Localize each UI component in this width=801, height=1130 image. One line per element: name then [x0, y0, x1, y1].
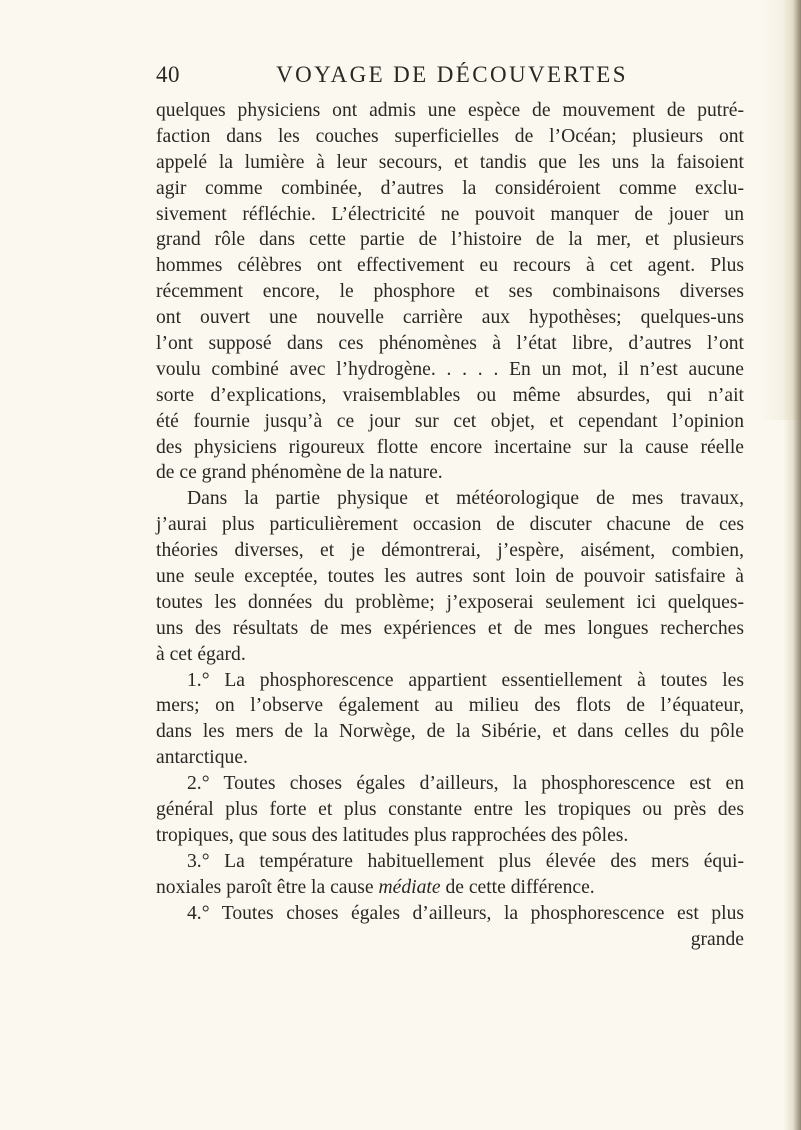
catchword: grande	[690, 928, 744, 950]
text-line: des physiciens rigoureux flotte encore incertaine sur la cause réelle	[156, 436, 744, 458]
page-number: 40	[156, 62, 180, 87]
text-line: hommes célèbres ont effectivement eu recours à cet agent. Plus	[156, 255, 744, 277]
text-line: sorte d’explications, vraisemblables ou même absurdes, qui n’ait	[156, 384, 744, 406]
text-line: toutes les données du problème; j’exposerai seulement ici quelques-	[156, 591, 744, 613]
page-edge-shadow	[783, 0, 801, 1130]
text-line: 3.° La température habituellement plus élevée des mers équi-	[187, 850, 744, 872]
text-line: l’ont supposé dans ces phénomènes à l’état libre, d’autres l’ont	[156, 333, 744, 355]
text-line: théories diverses, et je démontrerai, j’espère, aisément, combien,	[156, 540, 744, 562]
text-line: tropiques, que sous des latitudes plus rapprochées des pôles.	[156, 824, 629, 846]
italic-term: médiate	[378, 876, 441, 898]
text-line: dans les mers de la Norwège, de la Sibérie, et dans celles du pôle	[156, 721, 744, 743]
text-line: uns des résultats de mes expériences et de mes longues recherches	[156, 617, 744, 639]
text-line: j’aurai plus particulièrement occasion de discuter chacune de ces	[156, 514, 744, 536]
text-line-mixed	[156, 875, 744, 901]
text-line: récemment encore, le phosphore et ses combinaisons diverses	[156, 281, 744, 303]
text-line: été fournie jusqu’à ce jour sur cet objet, et cependant l’opinion	[156, 410, 744, 432]
text-line: de ce grand phénomène de la nature.	[156, 462, 443, 484]
running-title: VOYAGE DE DÉCOUVERTES	[276, 62, 628, 87]
text-line: voulu combiné avec l’hydrogène. . . . . En un mot, il n’est aucune	[156, 358, 744, 380]
text-line: 4.° Toutes choses égales d’ailleurs, la phosphorescence est plus	[187, 902, 744, 924]
text-line: quelques physiciens ont admis une espèce de mouvement de putré-	[156, 100, 744, 121]
text-line: agir comme combinée, d’autres la considéroient comme exclu-	[156, 177, 744, 199]
text-line: sivement réfléchie. L’électricité ne pouvoit manquer de jouer un	[156, 203, 744, 225]
body-text	[156, 98, 744, 952]
text-line: 2.° Toutes choses égales d’ailleurs, la phosphorescence est en	[187, 773, 744, 795]
page-header	[156, 62, 744, 96]
text-line: à cet égard.	[156, 643, 246, 665]
text-line: grand rôle dans cette partie de l’histoire de la mer, et plusieurs	[156, 229, 744, 251]
text-line: mers; on l’observe également au milieu des flots de l’équateur,	[156, 695, 744, 717]
text-segment: noxiales paroît être la cause	[156, 876, 374, 898]
text-line: appelé la lumière à leur secours, et tandis que les uns la faisoient	[156, 151, 744, 173]
text-line: une seule exceptée, toutes les autres sont loin de pouvoir satisfaire à	[156, 566, 744, 588]
text-line: ont ouvert une nouvelle carrière aux hypothèses; quelques-uns	[156, 307, 744, 329]
text-line: général plus forte et plus constante entre les tropiques ou près des	[156, 799, 744, 821]
text-line: antarctique.	[156, 747, 248, 769]
text-segment: de cette différence.	[445, 876, 595, 898]
text-line: Dans la partie physique et météorologique de mes travaux,	[187, 488, 744, 510]
text-line: 1.° La phosphorescence appartient essentiellement à toutes les	[187, 669, 744, 691]
text-line: faction dans les couches superficielles de l’Océan; plusieurs ont	[156, 125, 744, 147]
